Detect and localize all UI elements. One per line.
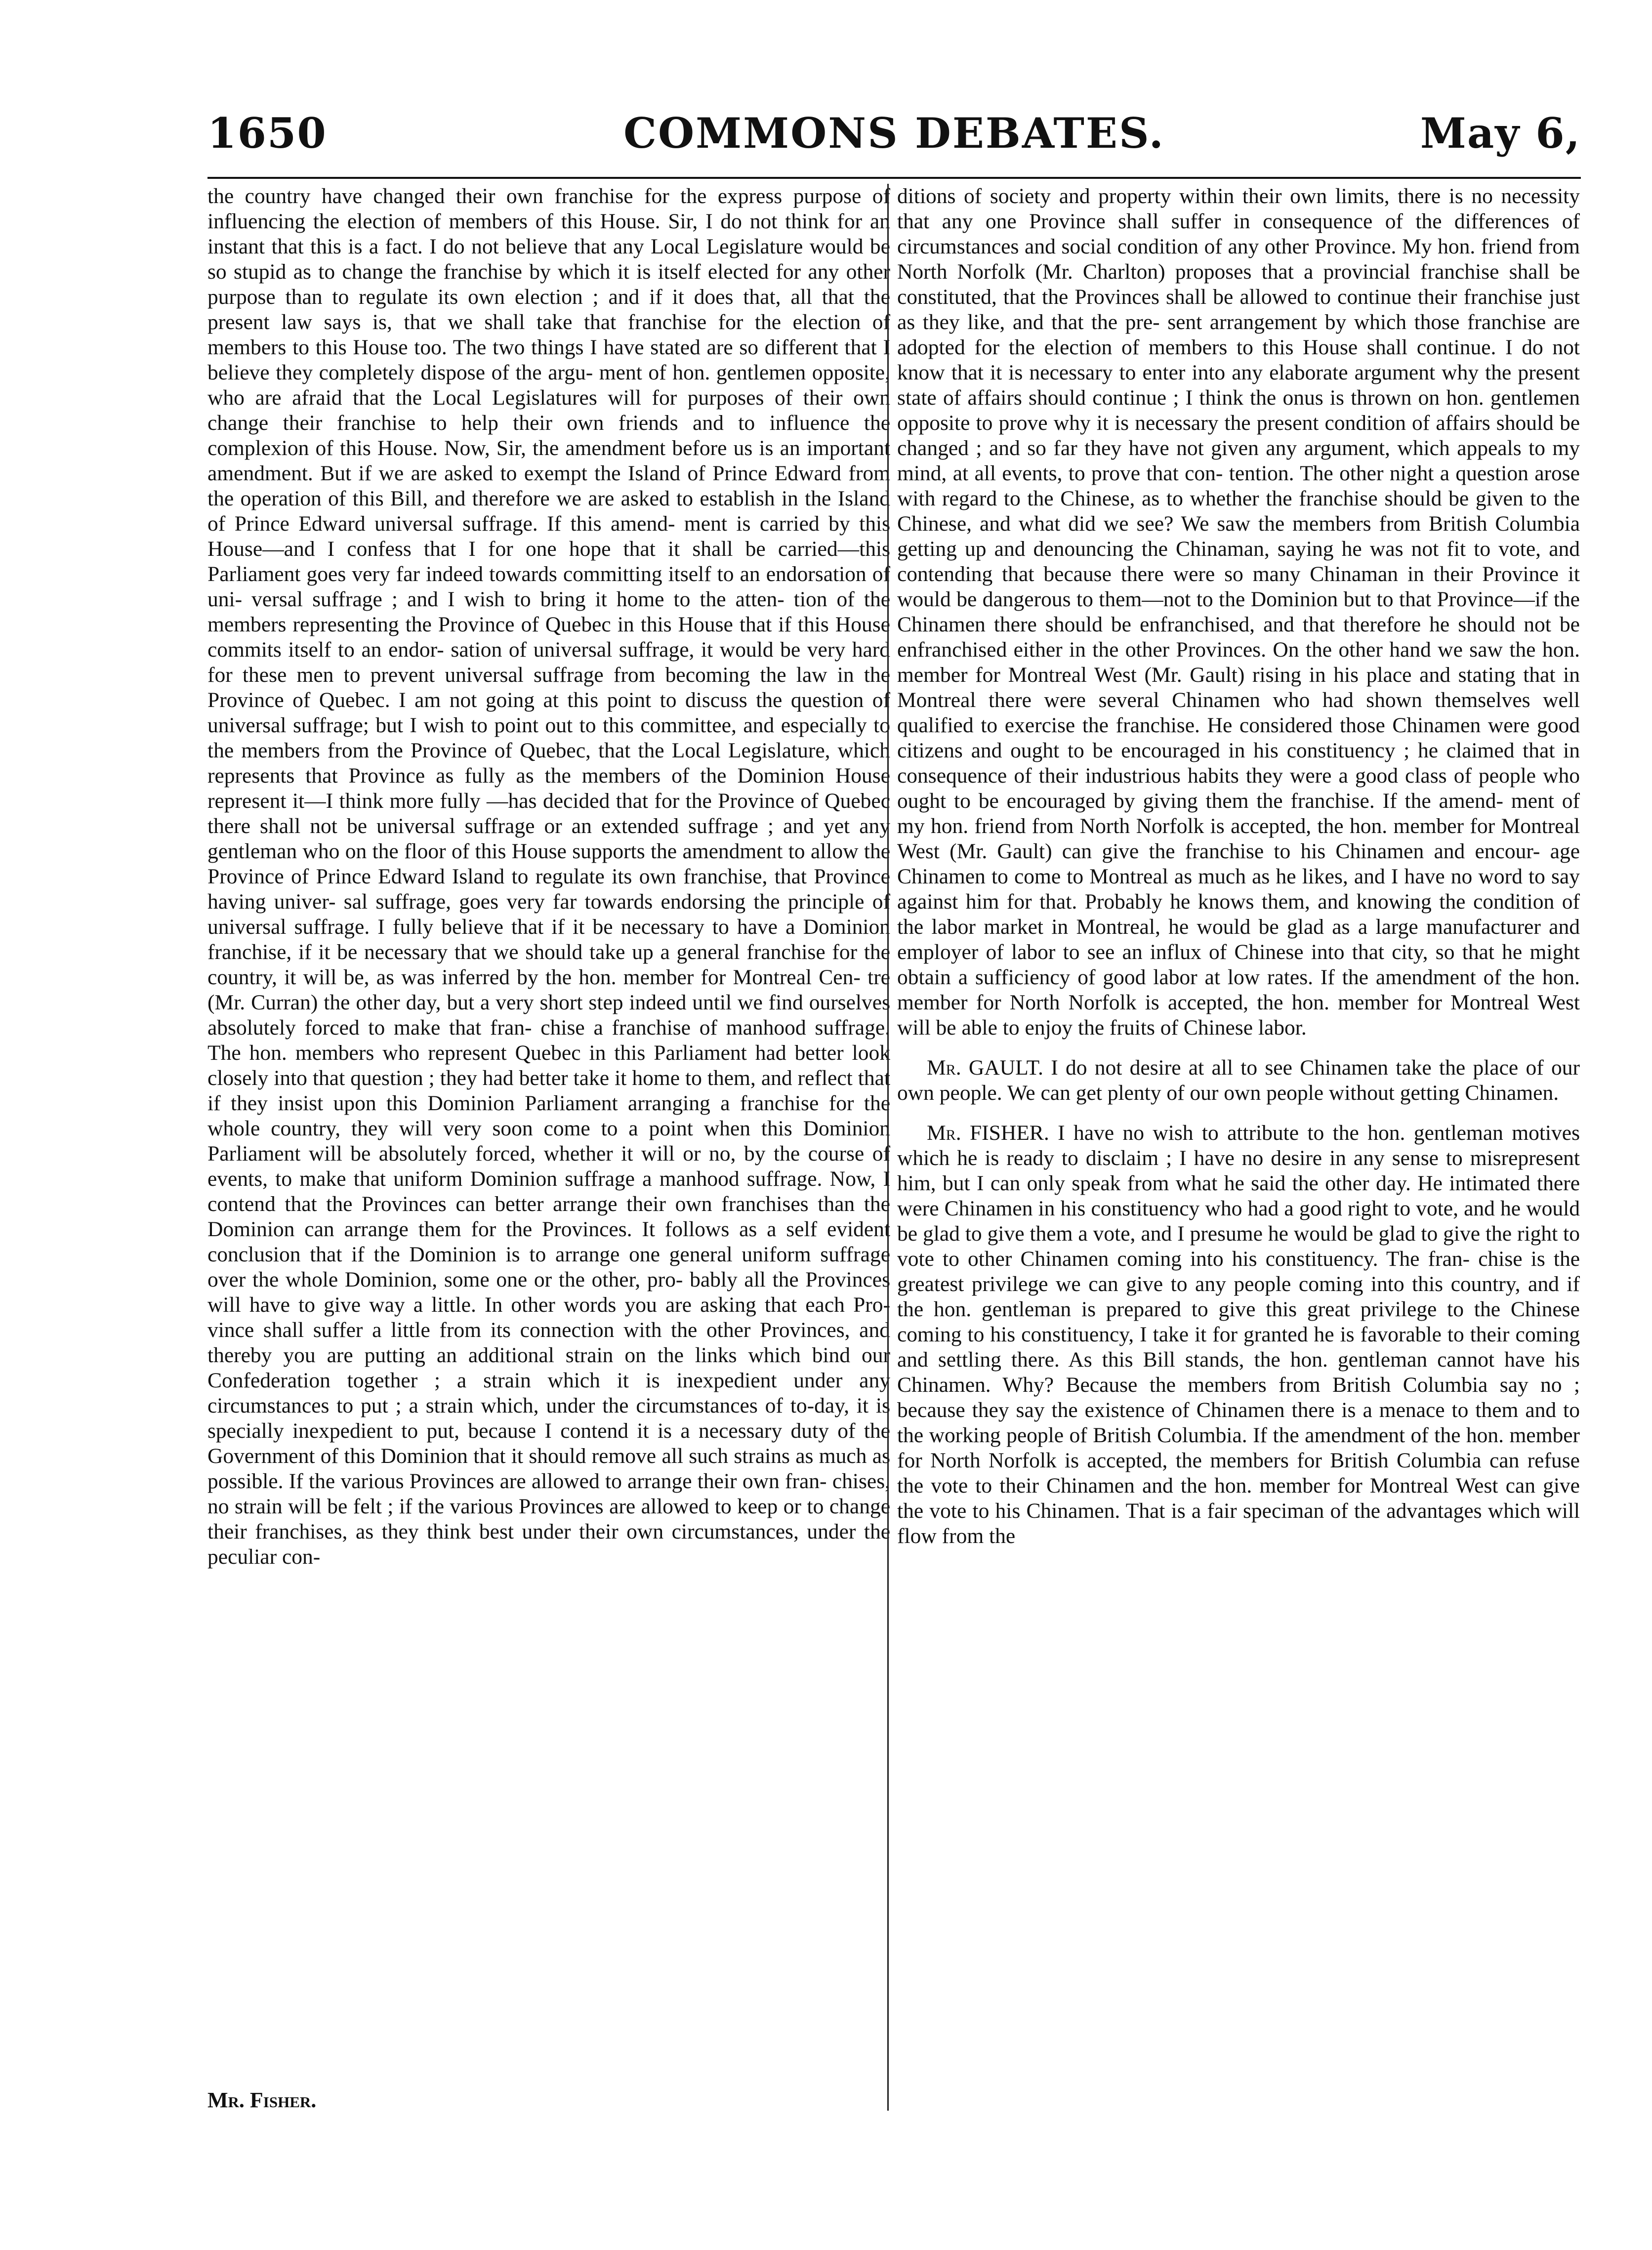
speaker-footer	[207, 2087, 316, 2113]
speech-text: I do not desire at all to see Chinamen take the place of our own people. We can get plenty of our own people without getting Chinamen.	[897, 1056, 1580, 1105]
page-date: May 6,	[1420, 109, 1581, 158]
right-column-paragraph: ditions of society and property within their own limits, there is no necessity that any one Province shall suffer in consequence of the differences of circumstances and social condition of any other Province. My hon. friend from North Norfolk (Mr. Charlton) proposes that a provincial franchise shall be constituted, that the Provinces shall be allowed to continue their franchise just as they like, and that the pre- sent arrangement by which those franchise are adopted for the election of members to this House shall continue. I do not know that it is necessary to enter into any elaborate argument why the present state of affairs should continue ; I think the onus is thrown on hon. gentlemen opposite to prove why it is necessary the present condition of affairs should be changed ; and so far they have not given any argument, which appeals to my mind, at all events, to prove that con- tention. The other night a question arose with regard to the Chinese, as to whether the franchise should be given to the Chinese, and what did we see? We saw the members from British Columbia getting up and denouncing the Chinaman, saying he was not fit to vote, and contending that because there were so many Chinaman in their Province it would be dangerous to them—not to the Dominion but to that Province—if the Chinamen there should be enfranchised, and that therefore he should not be enfranchised either in the other Provinces. On the other hand we saw the hon. member for Montreal West (Mr. Gault) rising in his place and stating that in Montreal there were several Chinamen who had shown themselves well qualified to exercise the franchise. He considered those Chinamen were good citizens and ought to be encouraged in his constituency ; he claimed that in consequence of their industrious habits they were a good class of people who ought to be encouraged by giving them the franchise. If the amend- ment of my hon. friend from North Norfolk is accepted, the hon. member for Montreal West (Mr. Gault) can give the franchise to his Chinamen and encour- age Chinamen to come to Montreal as much as he likes, and I have no word to say against him for that. Probably he knows them, and knowing the condition of the labor market in Montreal, he would be glad as a large manufacturer and employer of labor to see an influx of Chinese into that city, so that he might obtain a sufficiency of good labor at low rates. If the amendment of the hon. member for North Norfolk is accepted, the hon. member for Montreal West will be able to enjoy the fruits of Chinese labor.	[897, 184, 1580, 1040]
page-header	[207, 109, 1581, 178]
speaker-name: Mr. FISHER.	[927, 1121, 1049, 1145]
speech-gault	[897, 1055, 1580, 1106]
left-column	[207, 184, 890, 2118]
left-column-paragraph: the country have changed their own franchise for the express purpose of influencing the election of members of this House. Sir, I do not think for an instant that this is a fact. I do not believe that any Local Legislature would be so stupid as to change the franchise by which it is itself elected for any other purpose than to regulate its own election ; and if it does that, all that the present law says is, that we shall take that franchise for the election of members to this House too. The two things I have stated are so different that I believe they completely dispose of the argu- ment of hon. gentlemen opposite, who are afraid that the Local Legislatures will for purposes of their own change their franchise to help their own friends and to influence the complexion of this House. Now, Sir, the amendment before us is an important amendment. But if we are asked to exempt the Island of Prince Edward from the operation of this Bill, and therefore we are asked to establish in the Island of Prince Edward universal suffrage. If this amend- ment is carried by this House—and I confess that I for one hope that it shall be carried—this Parliament goes very far indeed towards committing itself to an endorsation of uni- versal suffrage ; and I wish to bring it home to the atten- tion of the members representing the Province of Quebec in this House that if this House commits itself to an endor- sation of universal suffrage, it would be very hard for these men to prevent universal suffrage from becoming the law in the Province of Quebec. I am not going at this point to discuss the question of universal suffrage; but I wish to point out to this committee, and especially to the members from the Province of Quebec, that the Local Legislature, which represents that Province as fully as the members of the Dominion House represent it—I think more fully —has decided that for the Province of Quebec there shall not be universal suffrage or an extended suffrage ; and yet any gentleman who on the floor of this House supports the amendment to allow the Province of Prince Edward Island to regulate its own franchise, that Province having univer- sal suffrage, goes very far towards endorsing the principle of universal suffrage. I fully believe that if it be necessary to have a Dominion franchise, if it be necessary that we should take up a general franchise for the country, it will be, as was inferred by the hon. member for Montreal Cen- tre (Mr. Curran) the other day, but a very short step indeed until we find ourselves absolutely forced to make that fran- chise a franchise of manhood suffrage. The hon. members who represent Quebec in this Parliament had better look closely into that question ; they had better take it home to them, and reflect that if they insist upon this Dominion Parliament arranging a franchise for the whole country, they will very soon come to a point when this Dominion Parliament will be absolutely forced, whether it will or no, by the course of events, to make that uniform Dominion suffrage a manhood suffrage. Now, I contend that the Provinces can better arrange their own franchises than the Dominion can arrange them for the Provinces. It follows as a self evident conclusion that if the Dominion is to arrange one general uniform suffrage over the whole Dominion, some one or the other, pro- bably all the Provinces will have to give way a little. In other words you are asking that each Pro- vince shall suffer a little from its connection with the other Provinces, and thereby you are putting an additional strain on the links which bind our Confederation together ; a strain which it is inexpedient under any circumstances to put ; a strain which, under the circumstances of to-day, it is specially inexpedient to put, because I contend it is a necessary duty of the Government of this Dominion that it should remove all such strains as much as possible. If the various Provinces are allowed to arrange their own fran- chises, no strain will be felt ; if the various Provinces are allowed to keep or to change their franchises, as they think best under their own circumstances, under the peculiar con-	[207, 184, 890, 1569]
publication-title: COMMONS DEBATES.	[623, 109, 1165, 158]
column-divider	[887, 184, 889, 2111]
right-column	[897, 184, 1580, 1549]
speech-fisher	[897, 1121, 1580, 1549]
header-rule	[207, 177, 1581, 179]
speech-text: I have no wish to attribute to the hon. gentleman motives which he is ready to disclaim ; I have no desire in any sense to misrepresent him, but I can only speak from what he said the other day. He intimated there were Chinamen in his constituency who had a good right to vote, and he would be glad to give them a vote, and I presume he would be glad to give the right to vote to other Chinamen coming into his constituency. The fran- chise is the greatest privilege we can give to any people coming into this country, and if the hon. gentleman is prepared to give this great privilege to the Chinese coming to his constituency, I take it for granted he is favorable to their coming and settling there. As this Bill stands, the hon. gentleman cannot have his Chinamen. Why? Because the members from British Columbia say no ; because they say the existence of Chinamen there is a menace to them and to the working people of British Columbia. If the amendment of the hon. member for North Norfolk is accepted, the members for British Columbia can refuse the vote to their Chinamen and the hon. member for Montreal West can give the vote to his Chinamen. That is a fair speciman of the advantages which will flow from the	[897, 1121, 1580, 1548]
speaker-name: Mr. GAULT.	[927, 1056, 1043, 1080]
page-number: 1650	[207, 109, 327, 158]
footer-speaker: Mr. Fisher.	[207, 2088, 317, 2112]
